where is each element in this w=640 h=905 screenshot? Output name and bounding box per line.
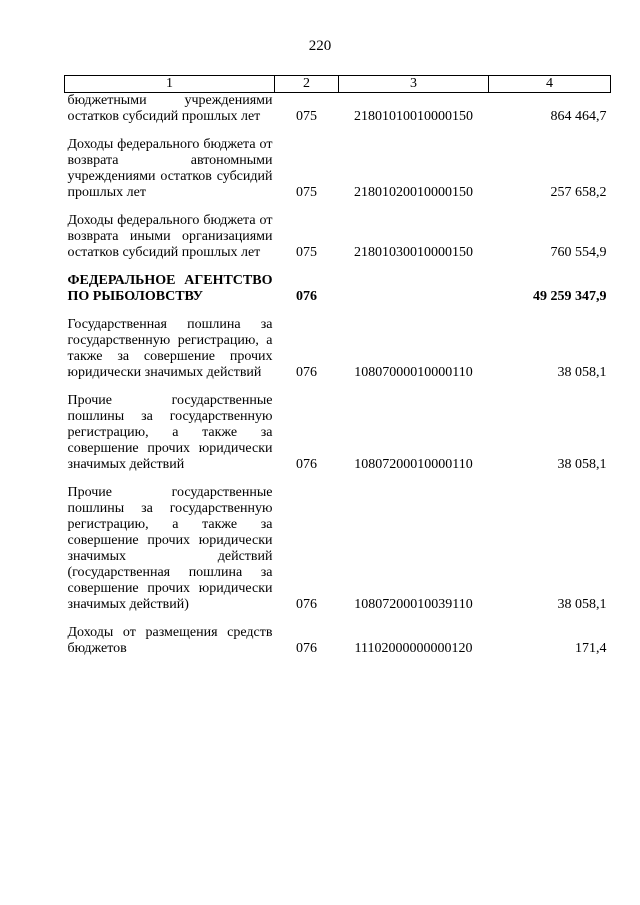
table-row xyxy=(65,93,611,126)
page-number: 220 xyxy=(308,38,332,54)
row-name: Доходы федерального бюджета от возврата иными организациями остатков субсидий прошлых лет xyxy=(67,213,273,260)
column-header-4: 4 xyxy=(489,76,611,93)
table-row xyxy=(65,485,611,613)
row-budget-code: 10807000010000110 xyxy=(354,365,473,380)
row-admin-code: 076 xyxy=(296,457,317,472)
table-row xyxy=(65,625,611,657)
row-name: бюджетными учреждениями остатков субсидий прошлых лет xyxy=(67,93,273,124)
row-name: Прочие государственные пошлины за государственную регистрацию, а также за совершение прочих юридически значимых действий xyxy=(67,393,273,472)
row-name: ФЕДЕРАЛЬНОЕ АГЕНТСТВО ПО РЫБОЛОВСТВУ xyxy=(67,273,273,304)
row-amount: 38 058,1 xyxy=(557,365,607,380)
row-name: Государственная пошлина за государственную регистрацию, а также за совершение прочих юридически значимых действий xyxy=(67,317,273,380)
row-budget-code: 21801020010000150 xyxy=(354,185,473,200)
row-budget-code: 10807200010000110 xyxy=(354,457,473,472)
row-amount: 171,4 xyxy=(575,641,607,656)
row-admin-code: 076 xyxy=(296,641,317,656)
row-amount: 760 554,9 xyxy=(550,245,607,260)
row-admin-code: 075 xyxy=(296,245,317,260)
row-amount: 38 058,1 xyxy=(557,457,607,472)
column-header-1: 1 xyxy=(65,76,275,93)
table-row xyxy=(65,137,611,201)
row-admin-code: 076 xyxy=(296,365,317,380)
row-amount: 257 658,2 xyxy=(550,185,607,200)
row-admin-code: 075 xyxy=(296,185,317,200)
table-header-row xyxy=(65,76,611,93)
row-admin-code: 076 xyxy=(296,289,317,304)
row-name: Доходы от размещения средств бюджетов xyxy=(67,625,273,656)
column-header-3: 3 xyxy=(339,76,489,93)
row-budget-code: 11102000000000120 xyxy=(354,641,473,656)
row-name: Прочие государственные пошлины за государственную регистрацию, а также за совершение прочих юридически значимых действий (государственная пошлина за совершение прочих юридически значимых действий) xyxy=(67,485,273,612)
row-amount: 864 464,7 xyxy=(550,109,607,124)
table-row xyxy=(65,213,611,261)
row-amount: 49 259 347,9 xyxy=(533,289,607,304)
row-admin-code: 075 xyxy=(296,109,317,124)
column-header-2: 2 xyxy=(275,76,339,93)
row-name: Доходы федерального бюджета от возврата автономными учреждениями остатков субсидий прошлых лет xyxy=(67,137,273,200)
row-budget-code: 21801010010000150 xyxy=(354,109,473,124)
table-row-section-header xyxy=(65,273,611,305)
row-budget-code: 10807200010039110 xyxy=(354,597,473,612)
budget-table xyxy=(64,75,611,657)
row-budget-code xyxy=(339,273,489,305)
table-row xyxy=(65,393,611,473)
table-row xyxy=(65,317,611,381)
row-budget-code: 21801030010000150 xyxy=(354,245,473,260)
row-admin-code: 076 xyxy=(296,597,317,612)
row-amount: 38 058,1 xyxy=(557,597,607,612)
